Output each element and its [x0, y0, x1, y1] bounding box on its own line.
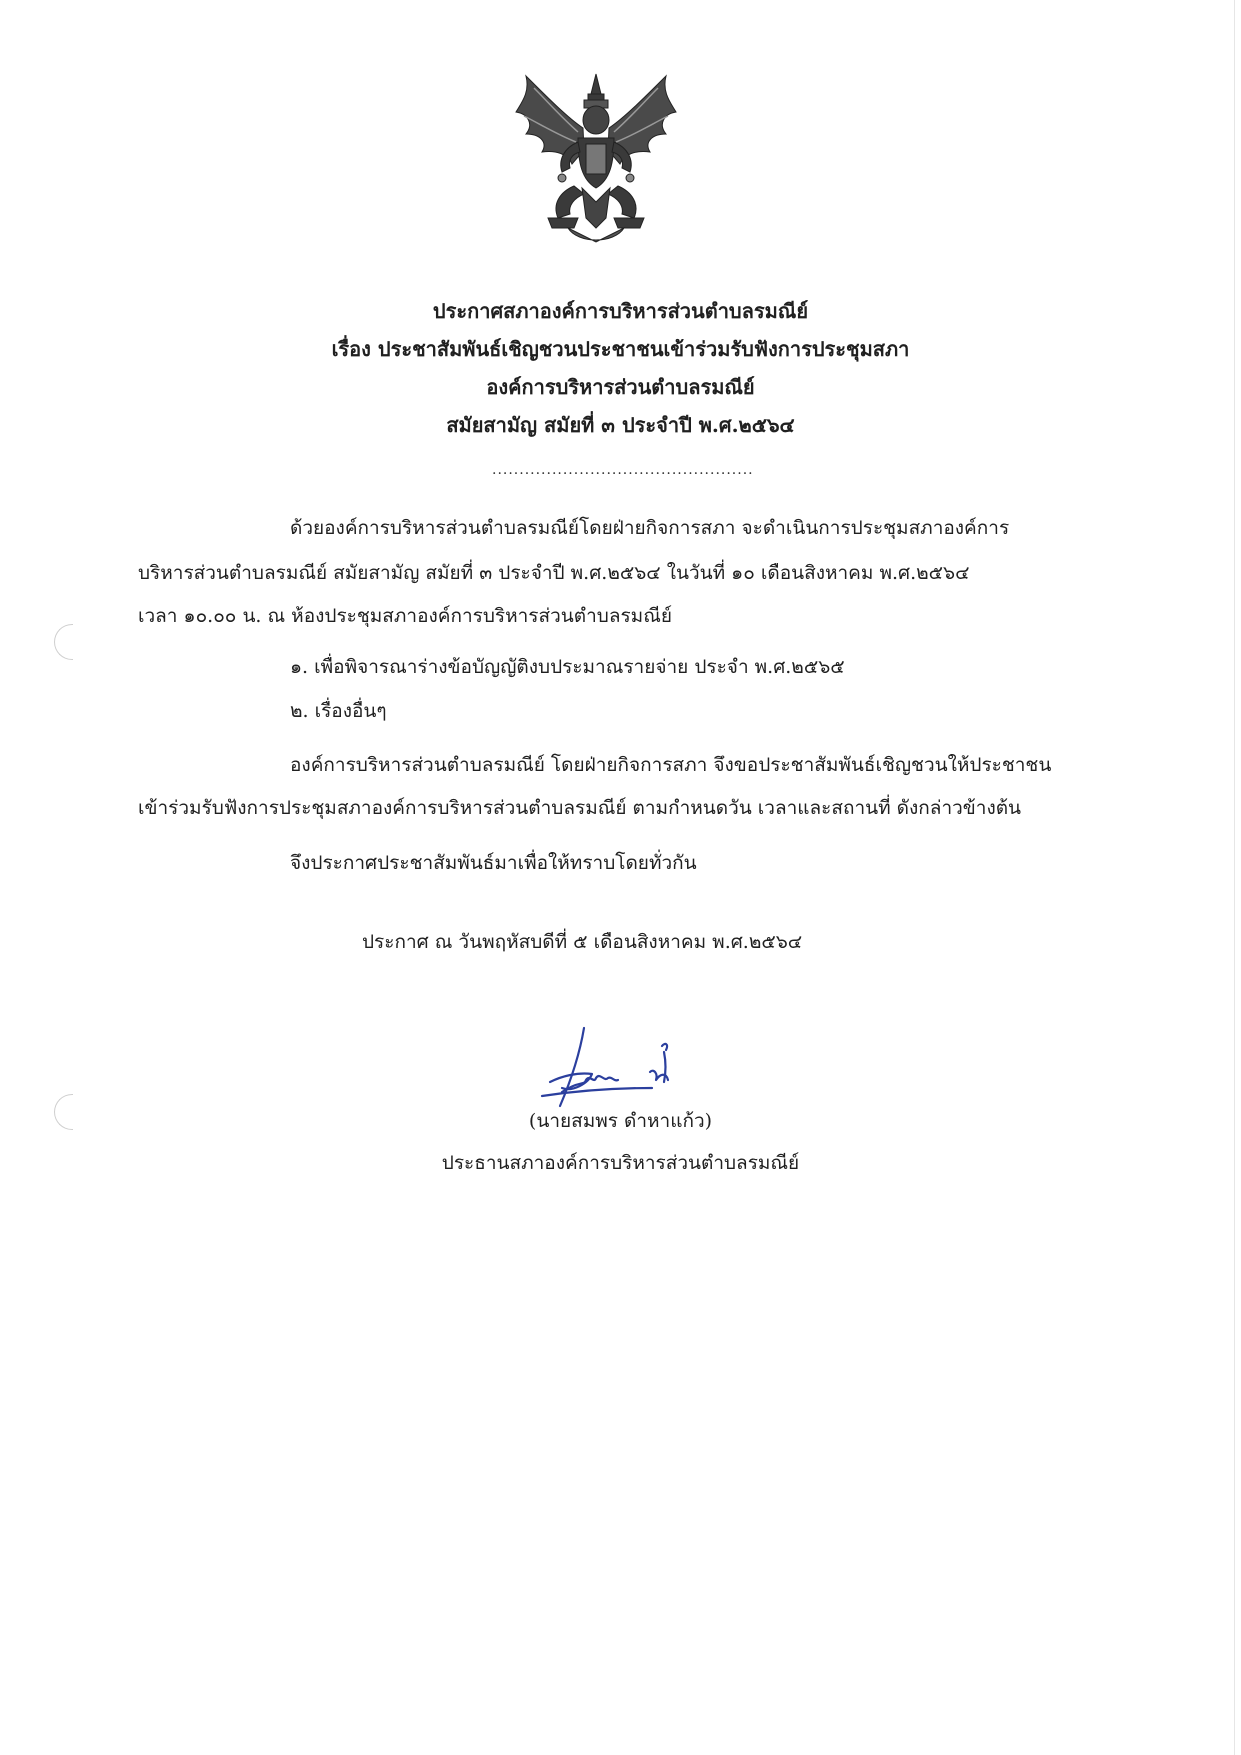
para1-line1: ด้วยองค์การบริหารส่วนตำบลรมณีย์โดยฝ่ายกิจการสภา จะดำเนินการประชุมสภาองค์การ: [290, 517, 1010, 539]
agenda-item-1: ๑. เพื่อพิจารณาร่างข้อบัญญัติงบประมาณรายจ่าย ประจำ พ.ศ.๒๕๖๕: [290, 656, 845, 678]
agenda-item-2: ๒. เรื่องอื่นๆ: [290, 700, 387, 722]
para2-line1: องค์การบริหารส่วนตำบลรมณีย์ โดยฝ่ายกิจการสภา จึงขอประชาสัมพันธ์เชิญชวนให้ประชาชน: [290, 754, 1052, 776]
para2-line2: เข้าร่วมรับฟังการประชุมสภาองค์การบริหารส่วนตำบลรมณีย์ ตามกำหนดวัน เวลาและสถานที่ ดังกล่าวข้างต้น: [138, 797, 1022, 819]
header-title-line3: องค์การบริหารส่วนตำบลรมณีย์: [486, 375, 755, 399]
announce-date: ประกาศ ณ วันพฤหัสบดีที่ ๕ เดือนสิงหาคม พ.ศ.๒๕๖๔: [362, 931, 803, 953]
header-separator: ................................................: [492, 462, 754, 478]
punch-hole-top: [54, 624, 73, 660]
header-title-line1: ประกาศสภาองค์การบริหารส่วนตำบลรมณีย์: [432, 299, 809, 323]
scan-edge-line: [1234, 0, 1235, 1755]
garuda-emblem-icon: [508, 68, 684, 248]
signatory-name: (นายสมพร ดำหาแก้ว): [528, 1110, 713, 1132]
closing-line: จึงประกาศประชาสัมพันธ์มาเพื่อให้ทราบโดยทั่วกัน: [290, 852, 697, 874]
header-session-line: สมัยสามัญ สมัยที่ ๓ ประจำปี พ.ศ.๒๕๖๔: [446, 413, 795, 437]
para1-line3: เวลา ๑๐.๐๐ น. ณ ห้องประชุมสภาองค์การบริหารส่วนตำบลรมณีย์: [138, 605, 672, 627]
handwritten-signature-icon: [532, 1022, 712, 1122]
header-subject-line: เรื่อง ประชาสัมพันธ์เชิญชวนประชาชนเข้าร่วมรับฟังการประชุมสภา: [331, 337, 910, 361]
signatory-position: ประธานสภาองค์การบริหารส่วนตำบลรมณีย์: [441, 1152, 800, 1174]
para1-line2: บริหารส่วนตำบลรมณีย์ สมัยสามัญ สมัยที่ ๓ ประจำปี พ.ศ.๒๕๖๔ ในวันที่ ๑๐ เดือนสิงหาคม พ.ศ.๒๕๖๔: [138, 562, 970, 584]
